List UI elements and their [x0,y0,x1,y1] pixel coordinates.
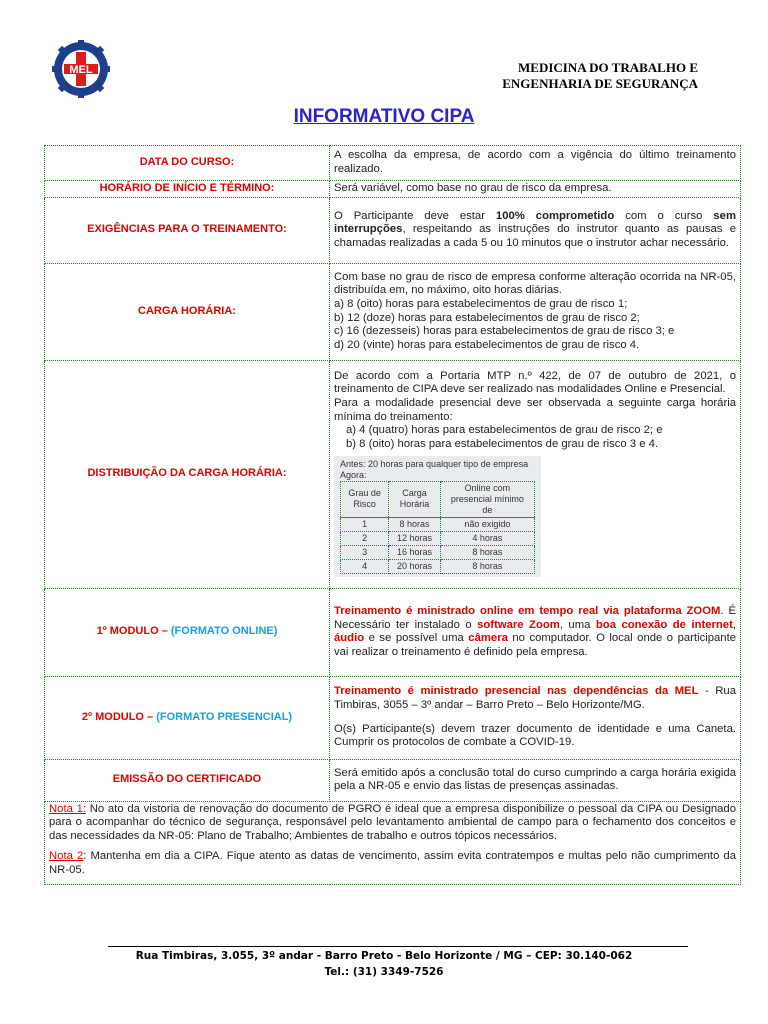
value-data-curso: A escolha da empresa, de acordo com a vigência do último treinamento realizado. [330,146,741,181]
modulo-2-instructions: O(s) Participante(s) devem trazer documento de identidade e uma Caneta. Cumprir os protocolos de combate a COVID-19. [334,722,736,749]
label-emissao: EMISSÃO DO CERTIFICADO [45,759,330,801]
document-title: INFORMATIVO CIPA [293,106,475,127]
mini-before: Antes: 20 horas para qualquer tipo de empresa [340,458,529,469]
distribuicao-item: b) 8 (oito) horas para estabelecimentos de grau de risco 3 e 4. [346,438,659,451]
mini-cell: 3 [341,545,389,559]
row-emissao [45,759,741,801]
value-modulo-1: Treinamento é ministrado online em tempo real via plataforma ZOOM. É Necessário ter instalado o software Zoom, uma boa conexão de internet, áudio e se possível uma câmera no computador. O local onde o participante vai realizar o treinamento é definido pela empresa. [330,588,741,676]
distribuicao-p1: De acordo com a Portaria MTP n.º 422, de 07 de outubro de 2021, o treinamento de CIPA deve ser realizado nas modalidades Online e Presencial. [334,369,736,396]
carga-item: b) 12 (doze) horas para estabelecimentos de grau de risco 2; [334,311,640,324]
value-horario: Será variável, como base no grau de risco da empresa. [330,181,741,198]
value-emissao: Será emitido após a conclusão total do curso cumprindo a carga horária exigida pela a NR-05 e envio das listas de presenças assinadas. [330,759,741,801]
row-modulo-2 [45,676,741,759]
company-line-1: MEDICINA DO TRABALHO E [518,60,698,75]
row-notes [45,801,741,885]
note-1: Nota 1: No ato da vistoria de renovação do documento de PGRO é ideal que a empresa disponibilize o pessoal da CIPA ou Designado para o acompanhar do técnico de segurança, responsável pelo levantamento ambiental de campo para o fechamento dos conceitos e das necessidades da NR-05: Plano de Trabalho; Ambientes de trabalho e outros tópicos necessários. [49,802,736,843]
notes-cell [45,801,741,885]
carga-item: c) 16 (dezesseis) horas para estabelecimentos de grau de risco 3; e [334,325,675,338]
label-carga: CARGA HORÁRIA: [45,263,330,360]
mini-cell: 8 horas [440,545,534,559]
carga-comparison-image [334,456,541,577]
mini-row [341,517,535,531]
row-modulo-1 [45,588,741,676]
value-carga [330,263,741,360]
distribuicao-p2: Para a modalidade presencial deve ser observada a seguinte carga horária mínima do treinamento: [334,397,736,423]
note-2: Nota 2: Mantenha em dia a CIPA. Fique atento as datas de vencimento, assim evita contratempos e multas pelo não cumprimento da NR-05. [49,849,736,876]
mini-cell: 8 horas [440,559,534,573]
label-distribuicao: DISTRIBUIÇÃO DA CARGA HORÁRIA: [45,360,330,588]
row-data-curso [45,146,741,181]
mini-cell: 4 horas [440,531,534,545]
mini-cell: 8 horas [389,517,440,531]
row-horario [45,181,741,198]
footer-divider [108,946,688,947]
label-horario: HORÁRIO DE INÍCIO E TÉRMINO: [45,181,330,198]
mini-header: Online com presencial mínimo de [440,481,534,517]
carga-item: d) 20 (vinte) horas para estabelecimentos de grau de risco 4. [334,339,640,352]
label-data-curso: DATA DO CURSO: [45,146,330,181]
carga-item: a) 8 (oito) horas para estabelecimentos de grau de risco 1; [334,298,628,310]
mini-header: Carga Horária [389,481,440,517]
label-exigencias: EXIGÊNCIAS PARA O TREINAMENTO: [45,197,330,263]
company-line-2: ENGENHARIA DE SEGURANÇA [502,76,698,91]
value-distribuicao [330,360,741,588]
value-modulo-2: Treinamento é ministrado presencial nas dependências da MEL - Rua Timbiras, 3055 – 3º andar – Barro Preto – Belo Horizonte/MG. O(s) Participante(s) devem trazer documento de identidade e uma Caneta. Cumprir os protocolos de combate a COVID-19. [330,676,741,759]
value-exigencias: O Participante deve estar 100% comprometido com o curso sem interrupções, respeitando as instruções do instrutor quanto as pausas e chamadas realizadas a cada 5 ou 10 minutos que o instrutor achar necessário. [330,197,741,263]
footer-address: Rua Timbiras, 3.055, 3º andar - Barro Preto - Belo Horizonte / MG – CEP: 30.140-062 [135,950,633,962]
mini-cell: 4 [341,559,389,573]
label-modulo-2: 2º MODULO – (FORMATO PRESENCIAL) [45,676,330,759]
svg-text:MEL: MEL [69,64,93,76]
carga-intro: Com base no grau de risco de empresa conforme alteração ocorrida na NR-05, distribuída em, no máximo, oito horas diárias. [334,270,736,297]
mini-row [341,559,535,573]
mini-cell: 2 [341,531,389,545]
mini-cell: 12 horas [389,531,440,545]
footer-phone: Tel.: (31) 3349-7526 [324,966,444,978]
mini-cell: 16 horas [389,545,440,559]
mini-table [340,481,535,574]
mini-row [341,531,535,545]
mini-cell: não exigido [440,517,534,531]
row-carga [45,263,741,360]
distribuicao-item: a) 4 (quatro) horas para estabelecimentos de grau de risco 2; e [346,424,663,437]
mini-row [341,545,535,559]
mini-cell: 20 horas [389,559,440,573]
row-distribuicao [45,360,741,588]
mel-logo [52,40,110,98]
mini-header: Grau de Risco [341,481,389,517]
mini-now: Agora: [340,469,367,480]
label-modulo-1: 1º MODULO – (FORMATO ONLINE) [45,588,330,676]
info-table [44,145,741,885]
mini-cell: 1 [341,517,389,531]
company-name [502,60,698,92]
row-exigencias [45,197,741,263]
